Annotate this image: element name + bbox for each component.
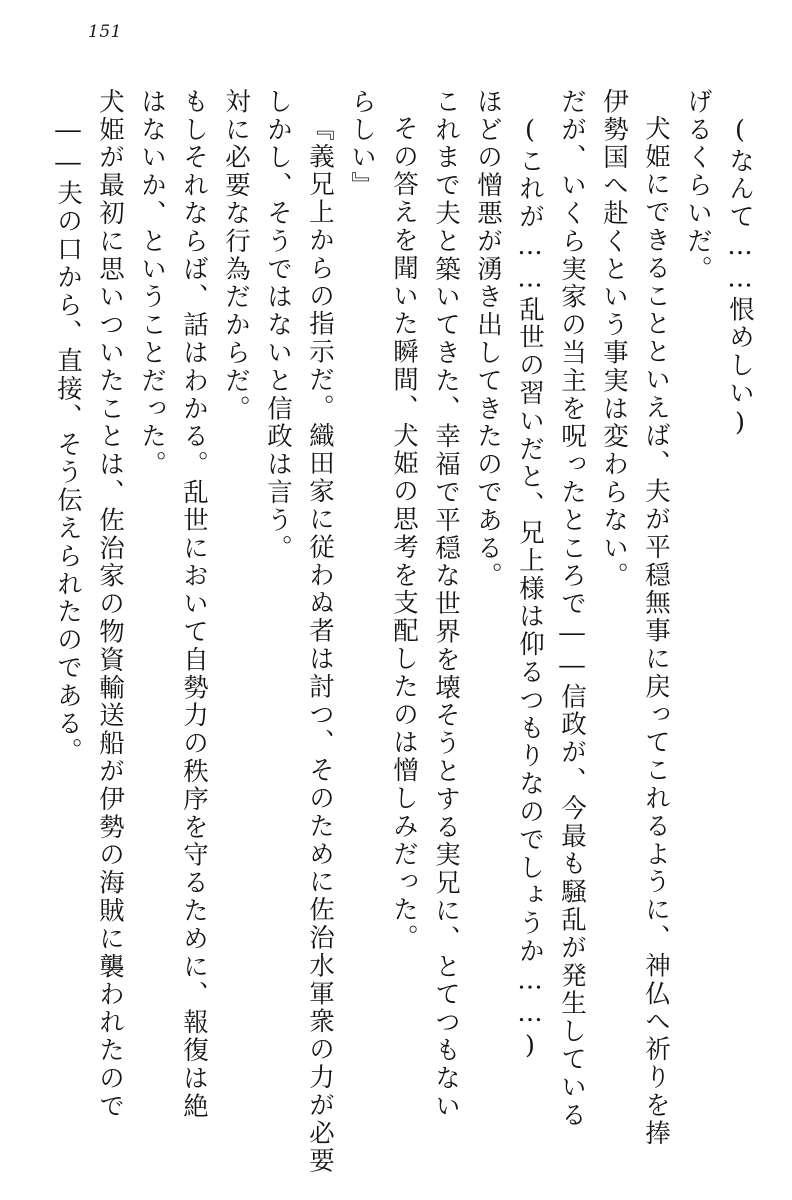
text-line: (これが……乱世の習いだと、兄上様は仰るつもりなのでしょうか……)	[515, 115, 545, 1063]
text-line: はないか、ということだった。	[137, 88, 167, 479]
text-line: 対に必要な行為だからだ。	[221, 88, 251, 423]
text-line: 犬姫にできることといえば、夫が平穏無事に戻ってこれるように、神仏へ祈りを捧	[641, 115, 671, 1148]
text-line: 伊勢国へ赴くという事実は変わらない。	[599, 88, 629, 591]
text-line: ――夫の口から、直接、そう伝えられたのである。	[53, 115, 83, 766]
text-line: その答えを聞いた瞬間、犬姫の思考を支配したのは憎しみだった。	[389, 115, 419, 952]
text-line: しかし、そうではないと信政は言う。	[263, 88, 293, 563]
text-line: (なんて……恨めしい)	[725, 115, 755, 440]
vertical-text-body	[38, 88, 755, 1176]
text-line: 犬姫が最初に思いついたことは、佐治家の物資輸送船が伊勢の海賊に襲われたので	[95, 88, 125, 1121]
text-line: だが、いくら実家の当主を呪ったところで――信政が、今最も騒乱が発生している	[557, 88, 587, 1130]
text-line: らしい』	[347, 88, 377, 200]
text-line: ほどの憎悪が湧き出してきたのである。	[473, 88, 503, 591]
text-line: これまで夫と築いてきた、幸福で平穏な世界を壊そうとする実兄に、とてつもない	[431, 88, 461, 1121]
text-line: げるくらいだ。	[683, 88, 713, 284]
text-line: 『義兄上からの指示だ。織田家に従わぬ者は討つ、そのために佐治水軍衆の力が必要	[305, 115, 335, 1176]
page-number: 151	[88, 22, 122, 42]
text-line: もしそれならば、話はわかる。乱世において自勢力の秩序を守るために、報復は絶	[179, 88, 209, 1121]
